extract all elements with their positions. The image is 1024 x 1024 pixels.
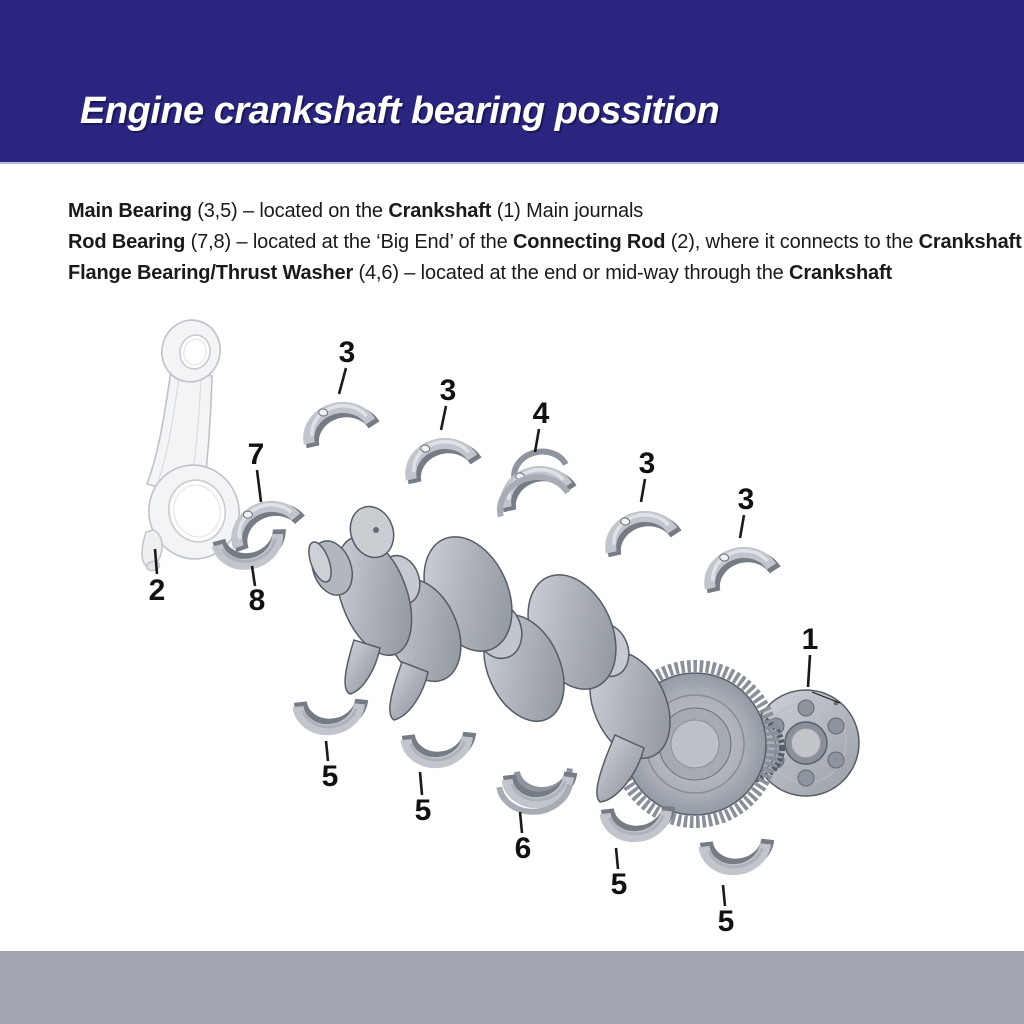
svg-text:8: 8	[248, 584, 266, 617]
description-line: Rod Bearing (7,8) – located at the ‘Big End’ of the Connecting Rod (2), where it connects to the Crankshaft	[68, 231, 1022, 253]
callout-5-second	[415, 772, 432, 827]
svg-text:5: 5	[717, 905, 735, 938]
svg-text:6: 6	[514, 832, 532, 865]
callout-3-third	[639, 447, 656, 502]
crankshaft	[304, 500, 859, 822]
callout-7	[248, 438, 265, 502]
main-bearing-lower-shell-1	[297, 692, 366, 735]
svg-text:1: 1	[801, 623, 819, 656]
main-bearing-upper-shell-2	[406, 436, 478, 484]
flange-bearing-thrust-washer-lower	[497, 763, 576, 818]
callout-3-fourth	[738, 483, 755, 538]
svg-text:3: 3	[737, 483, 755, 516]
callout-4	[533, 397, 550, 452]
svg-text:3: 3	[638, 447, 656, 480]
main-bearing-lower-shell-2	[405, 725, 474, 768]
callout-6	[515, 812, 532, 865]
description-line: Main Bearing (3,5) – located on the Crankshaft (1) Main journals	[68, 200, 644, 222]
callout-5-fourth	[718, 885, 735, 938]
flange-bearing-thrust-washer-upper	[491, 447, 574, 516]
svg-text:2: 2	[148, 574, 166, 607]
main-bearing-lower-shell-4	[703, 832, 772, 875]
callout-5-first	[322, 741, 339, 793]
svg-text:3: 3	[338, 336, 356, 369]
callout-3-first	[339, 336, 356, 394]
svg-text:5: 5	[610, 868, 628, 901]
main-bearing-upper-shell-4	[705, 545, 777, 593]
description-line: Flange Bearing/Thrust Washer (4,6) – located at the end or mid-way through the Crankshaft	[68, 262, 893, 284]
rod-bearing-upper-shell	[228, 495, 303, 551]
callout-5-third	[611, 848, 628, 901]
svg-text:7: 7	[247, 438, 265, 471]
footer-band	[0, 951, 1024, 1024]
svg-text:4: 4	[532, 397, 550, 430]
crankshaft-webs-and-journals	[304, 500, 685, 802]
page-title: Engine crankshaft bearing possition	[80, 90, 720, 132]
callout-3-second	[440, 374, 457, 430]
main-bearing-upper-shell-1	[304, 400, 376, 448]
svg-text:5: 5	[321, 760, 339, 793]
main-bearing-upper-shell-3	[606, 509, 678, 557]
svg-text:3: 3	[439, 374, 457, 407]
callout-8	[249, 566, 266, 617]
svg-text:5: 5	[414, 794, 432, 827]
